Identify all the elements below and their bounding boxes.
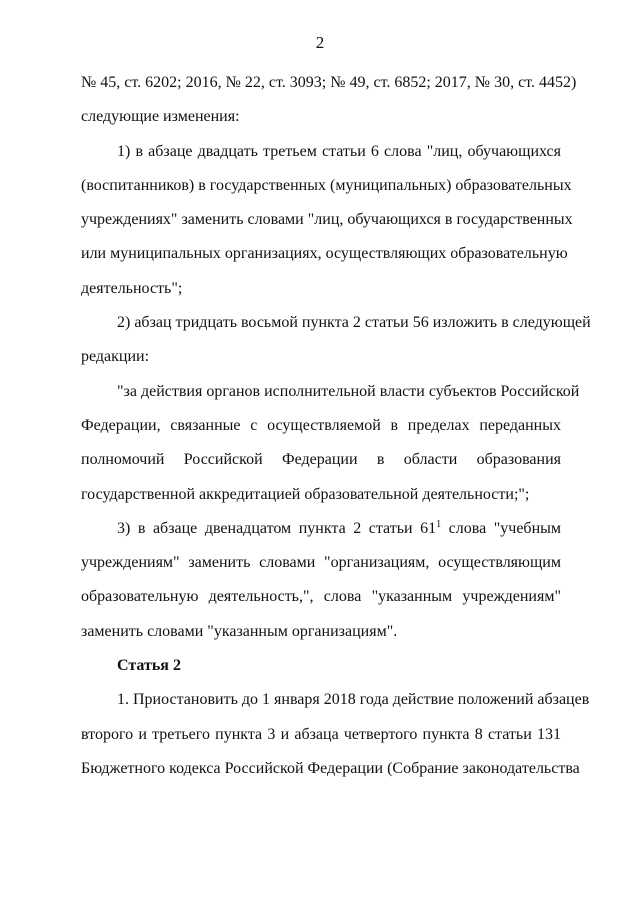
text-line: 2) абзац тридцать восьмой пункта 2 статьи 56 изложить в следующей <box>117 314 591 332</box>
text-line: 1) в абзаце двадцать третьем статьи 6 слова "лиц, обучающихся <box>117 142 561 160</box>
text-segment: слова "учебным <box>441 519 562 537</box>
text-line: Бюджетного кодекса Российской Федерации (Собрание законодательства <box>81 759 580 777</box>
text-line: № 45, ст. 6202; 2016, № 22, ст. 3093; № 49, ст. 6852; 2017, № 30, ст. 4452) <box>81 74 577 91</box>
text-line: "за действия органов исполнительной власти субъектов Российской <box>117 382 580 400</box>
text-line: Федерации, связанные с осуществляемой в пределах переданных <box>81 416 561 434</box>
text-line: следующие изменения: <box>81 108 240 126</box>
text-line <box>81 512 561 546</box>
document-body <box>81 66 591 786</box>
text-line: полномочий Российской Федерации в области образования <box>81 451 561 469</box>
text-line: 1. Приостановить до 1 января 2018 года действие положений абзацев <box>117 691 590 709</box>
article-heading: Статья 2 <box>117 657 181 675</box>
text-line: или муниципальных организациях, осуществляющих образовательную <box>81 245 568 263</box>
text-segment: 3) в абзаце двенадцатом пункта 2 статьи 61 <box>117 519 437 537</box>
page-number: 2 <box>315 33 325 52</box>
superscript: 1 <box>436 518 442 530</box>
text-line: заменить словами "указанным организациям". <box>81 622 398 640</box>
text-line: (воспитанников) в государственных (муниципальных) образовательных <box>81 176 572 194</box>
text-line: деятельность"; <box>81 279 183 297</box>
text-line: образовательную деятельность,", слова "указанным учреждениям" <box>81 588 561 606</box>
text-line: второго и третьего пункта 3 и абзаца четвертого пункта 8 статьи 131 <box>81 725 561 743</box>
text-line: редакции: <box>81 348 150 366</box>
text-line: государственной аккредитацией образовательной деятельности;"; <box>81 485 530 503</box>
text-line: учреждениях" заменить словами "лиц, обучающихся в государственных <box>81 211 573 229</box>
text-line: учреждениям" заменить словами "организациям, осуществляющим <box>81 554 561 572</box>
